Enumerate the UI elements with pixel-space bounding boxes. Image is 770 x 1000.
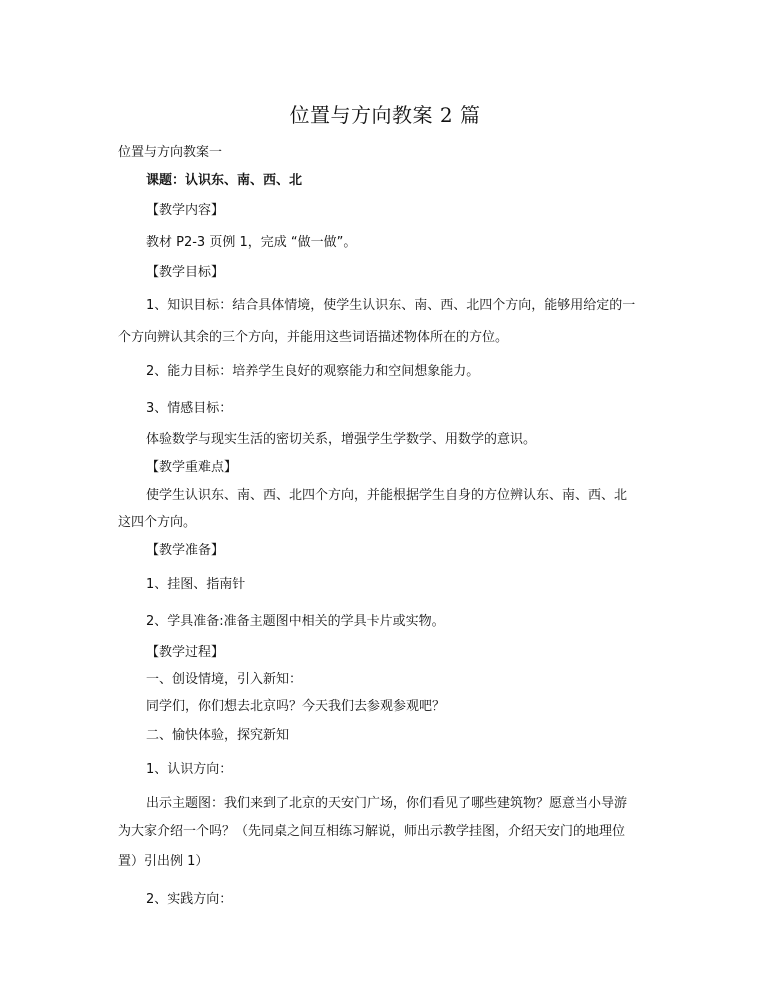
paragraph-line: 个方向辨认其余的三个方向，并能用这些词语描述物体所在的方位。 [118,330,509,345]
paragraph-line: 这四个方向。 [118,515,197,530]
paragraph-line: 出示主题图：我们来到了北京的天安门广场，你们看见了哪些建筑物？愿意当小导游 [146,796,628,811]
paragraph-line: 2、实践方向： [146,892,233,907]
paragraph-line: 置）引出例 1） [118,854,209,869]
subheading-keypoints: 【教学重难点】 [146,460,238,475]
paragraph-line: 体验数学与现实生活的密切关系，增强学生学数学、用数学的意识。 [146,432,537,447]
document-title: 位置与方向教案 2 篇 [289,103,481,127]
lesson-topic: 课题：认识东、南、西、北 [146,173,303,188]
paragraph-line: 同学们，你们想去北京吗？今天我们去参观参观吧？ [146,699,446,714]
subheading-goals: 【教学目标】 [146,265,225,280]
subheading-content: 【教学内容】 [146,203,225,218]
paragraph-line: 2、学具准备:准备主题图中相关的学具卡片或实物。 [146,614,445,629]
paragraph-line: 3、情感目标： [146,401,233,416]
paragraph-line: 2、能力目标：培养学生良好的观察能力和空间想象能力。 [146,364,480,379]
paragraph-line: 一、创设情境，引入新知： [146,672,303,687]
paragraph-line: 二、愉快体验，探究新知 [146,728,290,743]
paragraph-line: 1、挂图、指南针 [146,577,246,592]
section-heading: 位置与方向教案一 [118,145,223,160]
subheading-preparation: 【教学准备】 [146,543,225,558]
subheading-process: 【教学过程】 [146,645,225,660]
paragraph-line: 为大家介绍一个吗？（先同桌之间互相练习解说，师出示教学挂图，介绍天安门的地理位 [118,824,626,839]
paragraph-line: 1、知识目标：结合具体情境，使学生认识东、南、西、北四个方向，能够用给定的一 [146,298,636,313]
paragraph-line: 教材 P2-3 页例 1，完成 “做一做”。 [146,235,357,250]
paragraph-line: 使学生认识东、南、西、北四个方向，并能根据学生自身的方位辨认东、南、西、北 [146,488,628,503]
paragraph-line: 1、认识方向： [146,762,233,777]
